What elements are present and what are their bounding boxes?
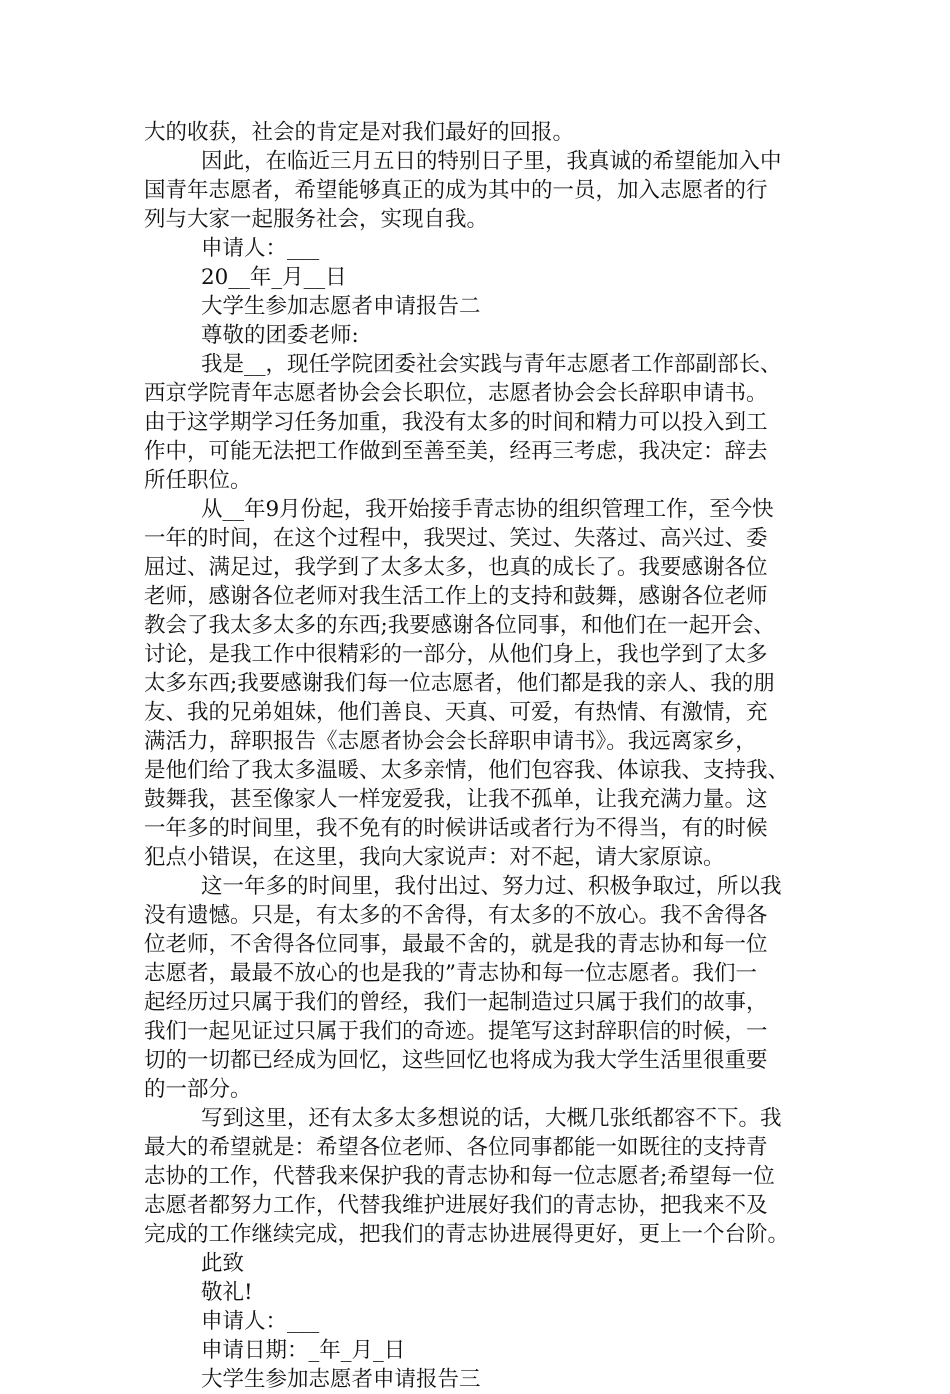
text-line: 大学生参加志愿者申请报告三 xyxy=(201,1367,481,1392)
document-page xyxy=(144,118,824,1394)
text-line: 国青年志愿者，希望能够真正的成为其中的一员，加入志愿者的行 xyxy=(144,178,768,203)
text-line: 没有遗憾。只是，有太多的不舍得，有太多的不放心。我不舍得各 xyxy=(144,903,768,928)
text-line: 太多东西;我要感谢我们每一位志愿者，他们都是我的亲人、我的朋 xyxy=(144,671,775,696)
text-line: 西京学院青年志愿者协会会长职位，志愿者协会会长辞职申请书。 xyxy=(144,381,768,406)
text-line: 申请日期：_年_月_日 xyxy=(201,1338,406,1363)
text-line: 尊敬的团委老师: xyxy=(201,323,359,348)
text-line: 这一年多的时间里，我付出过、努力过、积极争取过，所以我 xyxy=(201,874,782,899)
text-line: 友、我的兄弟姐妹，他们善良、天真、可爱，有热情、有激情，充 xyxy=(144,700,768,725)
text-line: 我们一起见证过只属于我们的奇迹。提笔写这封辞职信的时候，一 xyxy=(144,1019,768,1044)
text-line: 位老师，不舍得各位同事，最最不舍的，就是我的青志协和每一位 xyxy=(144,932,768,957)
text-line: 志愿者，最最不放心的也是我的”青志协和每一位志愿者。我们一 xyxy=(144,961,757,986)
text-line: 因此，在临近三月五日的特别日子里，我真诚的希望能加入中 xyxy=(201,149,782,174)
text-line: 切的一切都已经成为回忆，这些回忆也将成为我大学生活里很重要 xyxy=(144,1048,768,1073)
text-line: 老师，感谢各位老师对我生活工作上的支持和鼓舞，感谢各位老师 xyxy=(144,584,768,609)
text-line: 志愿者都努力工作，代替我维护进展好我们的青志协，把我来不及 xyxy=(144,1193,768,1218)
text-line: 申请人：___ xyxy=(201,236,320,261)
text-line: 大学生参加志愿者申请报告二 xyxy=(201,294,481,319)
text-line: 一年多的时间里，我不免有的时候讲话或者行为不得当，有的时候 xyxy=(144,816,768,841)
text-line: 犯点小错误，在这里，我向大家说声：对不起，请大家原谅。 xyxy=(144,845,725,870)
text-line: 屈过、满足过，我学到了太多太多，也真的成长了。我要感谢各位 xyxy=(144,555,768,580)
text-line: 我是__，现任学院团委社会实践与青年志愿者工作部副部长、 xyxy=(201,352,782,377)
text-line: 教会了我太多太多的东西;我要感谢各位同事，和他们在一起开会、 xyxy=(144,613,775,638)
text-line: 所任职位。 xyxy=(144,468,252,493)
text-line: 列与大家一起服务社会，实现自我。 xyxy=(144,207,489,232)
text-line: 志协的工作，代替我来保护我的青志协和每一位志愿者;希望每一位 xyxy=(144,1164,775,1189)
text-line: 讨论，是我工作中很精彩的一部分，从他们身上，我也学到了太多 xyxy=(144,642,768,667)
text-line: 20__年_月__日 xyxy=(201,265,347,290)
text-line: 作中，可能无法把工作做到至善至美，经再三考虑，我决定：辞去 xyxy=(144,439,768,464)
text-line: 写到这里，还有太多太多想说的话，大概几张纸都容不下。我 xyxy=(201,1106,782,1131)
text-line: 满活力，辞职报告《志愿者协会会长辞职申请书》。我远离家乡， xyxy=(144,729,757,754)
text-line: 大的收获，社会的肯定是对我们最好的回报。 xyxy=(144,120,575,145)
text-line: 一年的时间，在这个过程中，我哭过、笑过、失落过、高兴过、委 xyxy=(144,526,768,551)
text-line: 完成的工作继续完成，把我们的青志协进展得更好，更上一个台阶。 xyxy=(144,1222,790,1247)
text-line: 从__年9月份起，我开始接手青志协的组织管理工作，至今快 xyxy=(201,497,774,522)
text-line: 申请人：___ xyxy=(201,1309,320,1334)
text-line: 此致 xyxy=(201,1251,245,1276)
text-line: 的一部分。 xyxy=(144,1077,252,1102)
text-line: 是他们给了我太多温暖、太多亲情，他们包容我、体谅我、支持我、 xyxy=(144,758,790,783)
text-line: 由于这学期学习任务加重，我没有太多的时间和精力可以投入到工 xyxy=(144,410,768,435)
text-line: 最大的希望就是：希望各位老师、各位同事都能一如既往的支持青 xyxy=(144,1135,768,1160)
text-line: 鼓舞我，甚至像家人一样宠爱我，让我不孤单，让我充满力量。这 xyxy=(144,787,768,812)
text-line: 敬礼! xyxy=(201,1280,253,1305)
text-line: 起经历过只属于我们的曾经，我们一起制造过只属于我们的故事， xyxy=(144,990,768,1015)
